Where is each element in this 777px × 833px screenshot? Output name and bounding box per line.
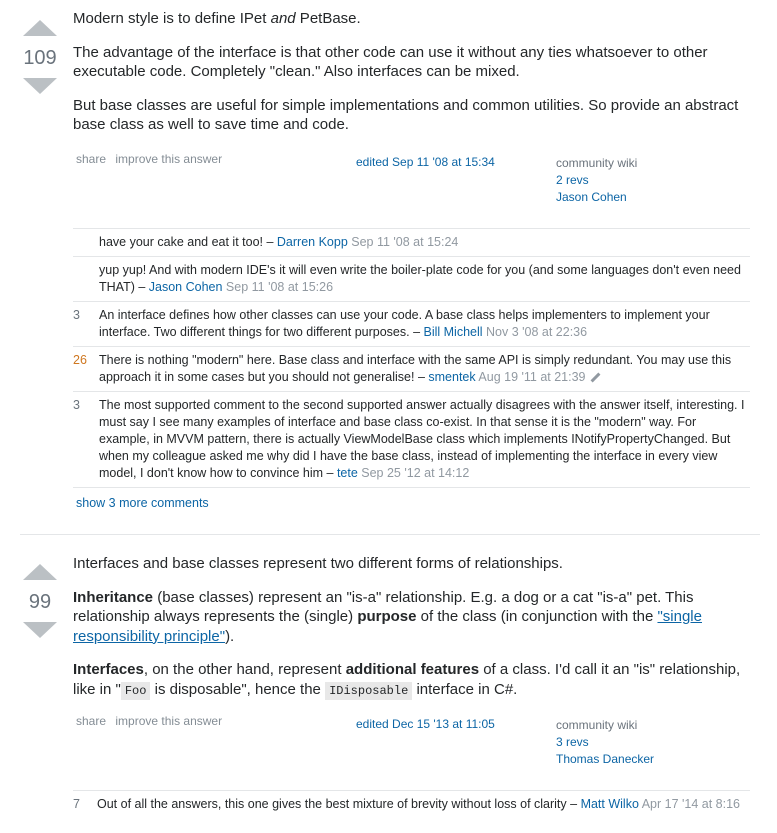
- share-link[interactable]: share: [76, 714, 107, 728]
- answer1-paragraph-1: Modern style is to define IPet and PetBase.: [73, 10, 361, 27]
- comment: [73, 257, 750, 302]
- answer2-paragraph-2: Inheritance (base classes) represent an "is-a" relationship. E.g. a dog or a cat "is-a" pet. This relationship always represents the (single) purpose of the class (in conjunction with the "single responsibility principle").: [73, 588, 702, 645]
- improve-answer-link[interactable]: improve this answer: [115, 152, 223, 166]
- comment: [73, 347, 750, 392]
- comment-user-link[interactable]: smentek: [428, 370, 476, 384]
- comment-text: have your cake and eat it too! –: [99, 235, 277, 249]
- comment: [73, 302, 750, 347]
- answer2-paragraph-1: Interfaces and base classes represent two different forms of relationships.: [73, 555, 563, 572]
- answer2-comments: [73, 790, 750, 818]
- answer1-body: [73, 9, 753, 149]
- answer1-score: 109: [23, 47, 57, 69]
- comment-score: 3: [73, 398, 80, 412]
- comment-date: Sep 11 '08 at 15:24: [347, 235, 459, 249]
- answer2-paragraph-3: Interfaces, on the other hand, represent additional features of a class. I'd call it an "is" relationship, like in " Foo is disposable", hence the IDisposable interface in C#.: [73, 661, 741, 698]
- edited-link[interactable]: edited Dec 15 '13 at 11:05: [356, 717, 495, 731]
- comment-text: An interface defines how other classes can use your code. A base class helps implementers to implement your interface. Two different things for two different purposes. –: [99, 308, 710, 339]
- comment-date: Apr 17 '14 at 8:16: [638, 797, 740, 811]
- answer1-paragraph-2: The advantage of the interface is that other code can use it without any ties whatsoever to other executable code. Completely "clean." Also interfaces can be mixed.: [73, 43, 708, 80]
- comment-text: There is nothing "modern" here. Base class and interface with the same API is simply redundant. You may use this approach it in some cases but you should not generalise! –: [99, 353, 732, 384]
- revs-link[interactable]: 2 revs: [556, 173, 589, 187]
- comment-score: 7: [73, 797, 80, 811]
- single-responsibility-link[interactable]: "single responsibility principle": [73, 608, 702, 645]
- answer1-paragraph-3: But base classes are useful for simple implementations and common utilities. So provide an abstract base class as well to save time and code.: [73, 96, 739, 133]
- comment-date: Sep 25 '12 at 14:12: [357, 466, 470, 480]
- comment-user-link[interactable]: Bill Michell: [423, 325, 483, 339]
- answer1-comments: [73, 228, 750, 488]
- wiki-user-link[interactable]: Jason Cohen: [556, 190, 627, 204]
- comment-date: Nov 3 '08 at 22:36: [482, 325, 588, 339]
- upvote-arrow-icon[interactable]: [23, 20, 57, 36]
- comment: [73, 791, 750, 818]
- edited-link[interactable]: edited Sep 11 '08 at 15:34: [356, 155, 495, 169]
- answer1-vote-cell: [20, 20, 60, 94]
- improve-answer-link[interactable]: improve this answer: [115, 714, 223, 728]
- upvote-arrow-icon[interactable]: [23, 564, 57, 580]
- comment-user-link[interactable]: tete: [336, 466, 358, 480]
- comment-text: yup yup! And with modern IDE's it will even write the boiler-plate code for you (and some languages don't even need THAT) –: [99, 263, 741, 294]
- downvote-arrow-icon[interactable]: [23, 78, 57, 94]
- revs-link[interactable]: 3 revs: [556, 735, 589, 749]
- code-foo: Foo: [121, 682, 151, 700]
- answer2-score: 99: [28, 591, 52, 613]
- answer2-post-menu: [76, 714, 228, 728]
- comment-score: 3: [73, 308, 80, 322]
- answer2-vote-cell: [20, 564, 60, 638]
- comment-text: Out of all the answers, this one gives the best mixture of brevity without loss of clarity –: [97, 797, 581, 811]
- answer-divider: [20, 534, 760, 535]
- downvote-arrow-icon[interactable]: [23, 622, 57, 638]
- community-wiki-info: [556, 155, 637, 206]
- comment: [73, 392, 750, 488]
- comment-score: 26: [73, 353, 87, 367]
- comment-user-link[interactable]: Darren Kopp: [276, 235, 348, 249]
- comment: [73, 229, 750, 257]
- community-wiki-info: [556, 717, 654, 768]
- comment-user-link[interactable]: Matt Wilko: [580, 797, 639, 811]
- share-link[interactable]: share: [76, 152, 107, 166]
- show-more-comments-link[interactable]: show 3 more comments: [76, 496, 209, 510]
- code-idisposable: IDisposable: [325, 682, 412, 700]
- comment-text: The most supported comment to the second supported answer actually disagrees with the answer itself, interesting. I must say I see many examples of interface and base class co-exist. In that sense it is the "modern" way. For example, in MVVM pattern, there is actually ViewModelBase class which implements INotifyPropertyChanged. But when my colleague asked me why did I have the base class, instead of implementing the interface in every view model, I don't know how to convince him –: [99, 398, 745, 480]
- wiki-user-link[interactable]: Thomas Danecker: [556, 752, 655, 766]
- comment-user-link[interactable]: Jason Cohen: [148, 280, 223, 294]
- edit-pencil-icon: [590, 373, 600, 383]
- comment-date: Sep 11 '08 at 15:26: [222, 280, 334, 294]
- answer2-body: [73, 554, 753, 715]
- community-wiki-label: community wiki: [556, 156, 638, 170]
- community-wiki-label: community wiki: [556, 718, 638, 732]
- comment-date: Aug 19 '11 at 21:39: [475, 370, 586, 384]
- answer1-post-menu: [76, 152, 228, 166]
